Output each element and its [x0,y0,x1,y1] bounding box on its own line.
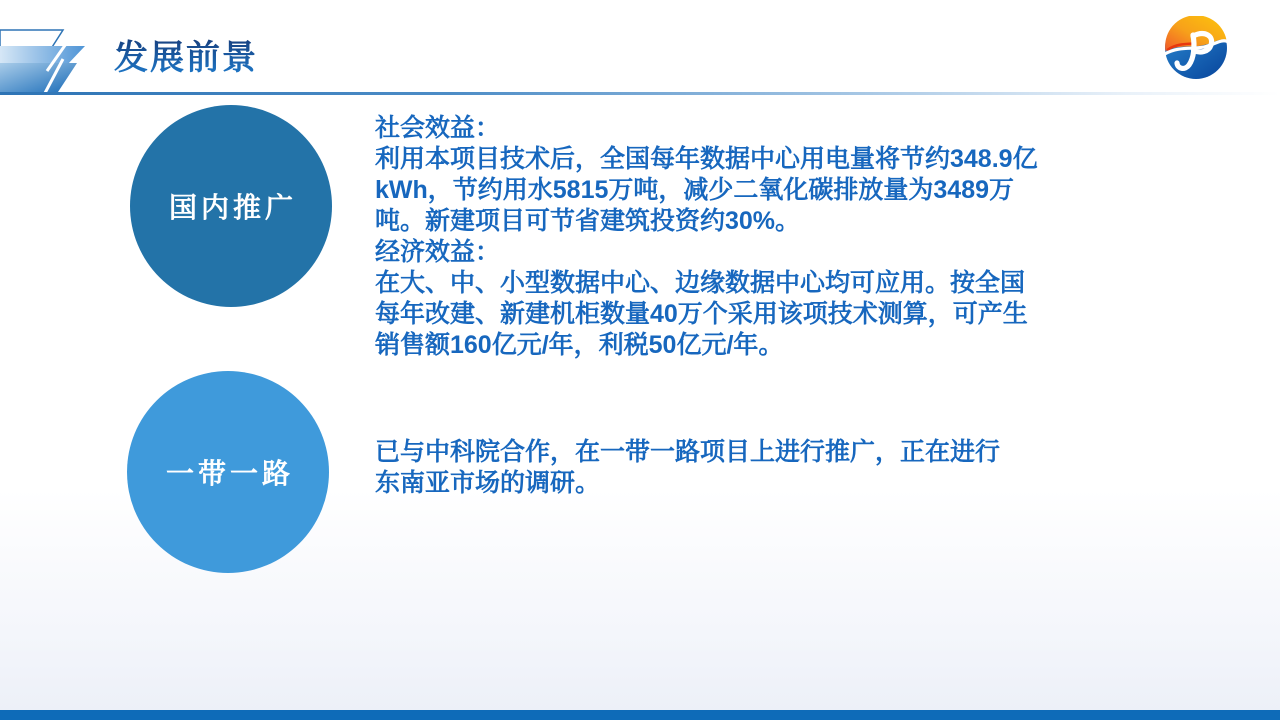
circle-domestic-promotion [130,105,332,307]
text-line: 销售额160亿元/年，利税50亿元/年。 [375,331,784,359]
text-line: 经济效益： [375,238,501,266]
circle-label: 一带一路 [165,458,294,489]
circle-label: 国内推广 [168,192,297,223]
header-underline [0,92,1280,95]
footer-bar [0,710,1280,720]
page-title: 发展前景 [114,39,258,77]
text-line: 利用本项目技术后，全国每年数据中心用电量将节约348.9亿 [375,145,1038,173]
text-line: 每年改建、新建机柜数量40万个采用该项技术测算，可产生 [375,300,1028,328]
corner-decoration [0,27,92,95]
text-line: 东南亚市场的调研。 [375,469,601,497]
text-line: 吨。新建项目可节省建筑投资约30%。 [375,207,801,235]
text-line: 在大、中、小型数据中心、边缘数据中心均可应用。按全国 [375,269,1026,297]
text-line: 已与中科院合作，在一带一路项目上进行推广，正在进行 [375,438,1001,466]
text-line: kWh，节约用水5815万吨，减少二氧化碳排放量为3489万 [375,176,1015,204]
company-logo-icon [1164,16,1228,80]
circle-belt-and-road [127,371,329,573]
text-line: 社会效益： [375,114,501,142]
belt-road-text-block [375,437,1095,499]
benefits-text-block [375,113,1095,361]
